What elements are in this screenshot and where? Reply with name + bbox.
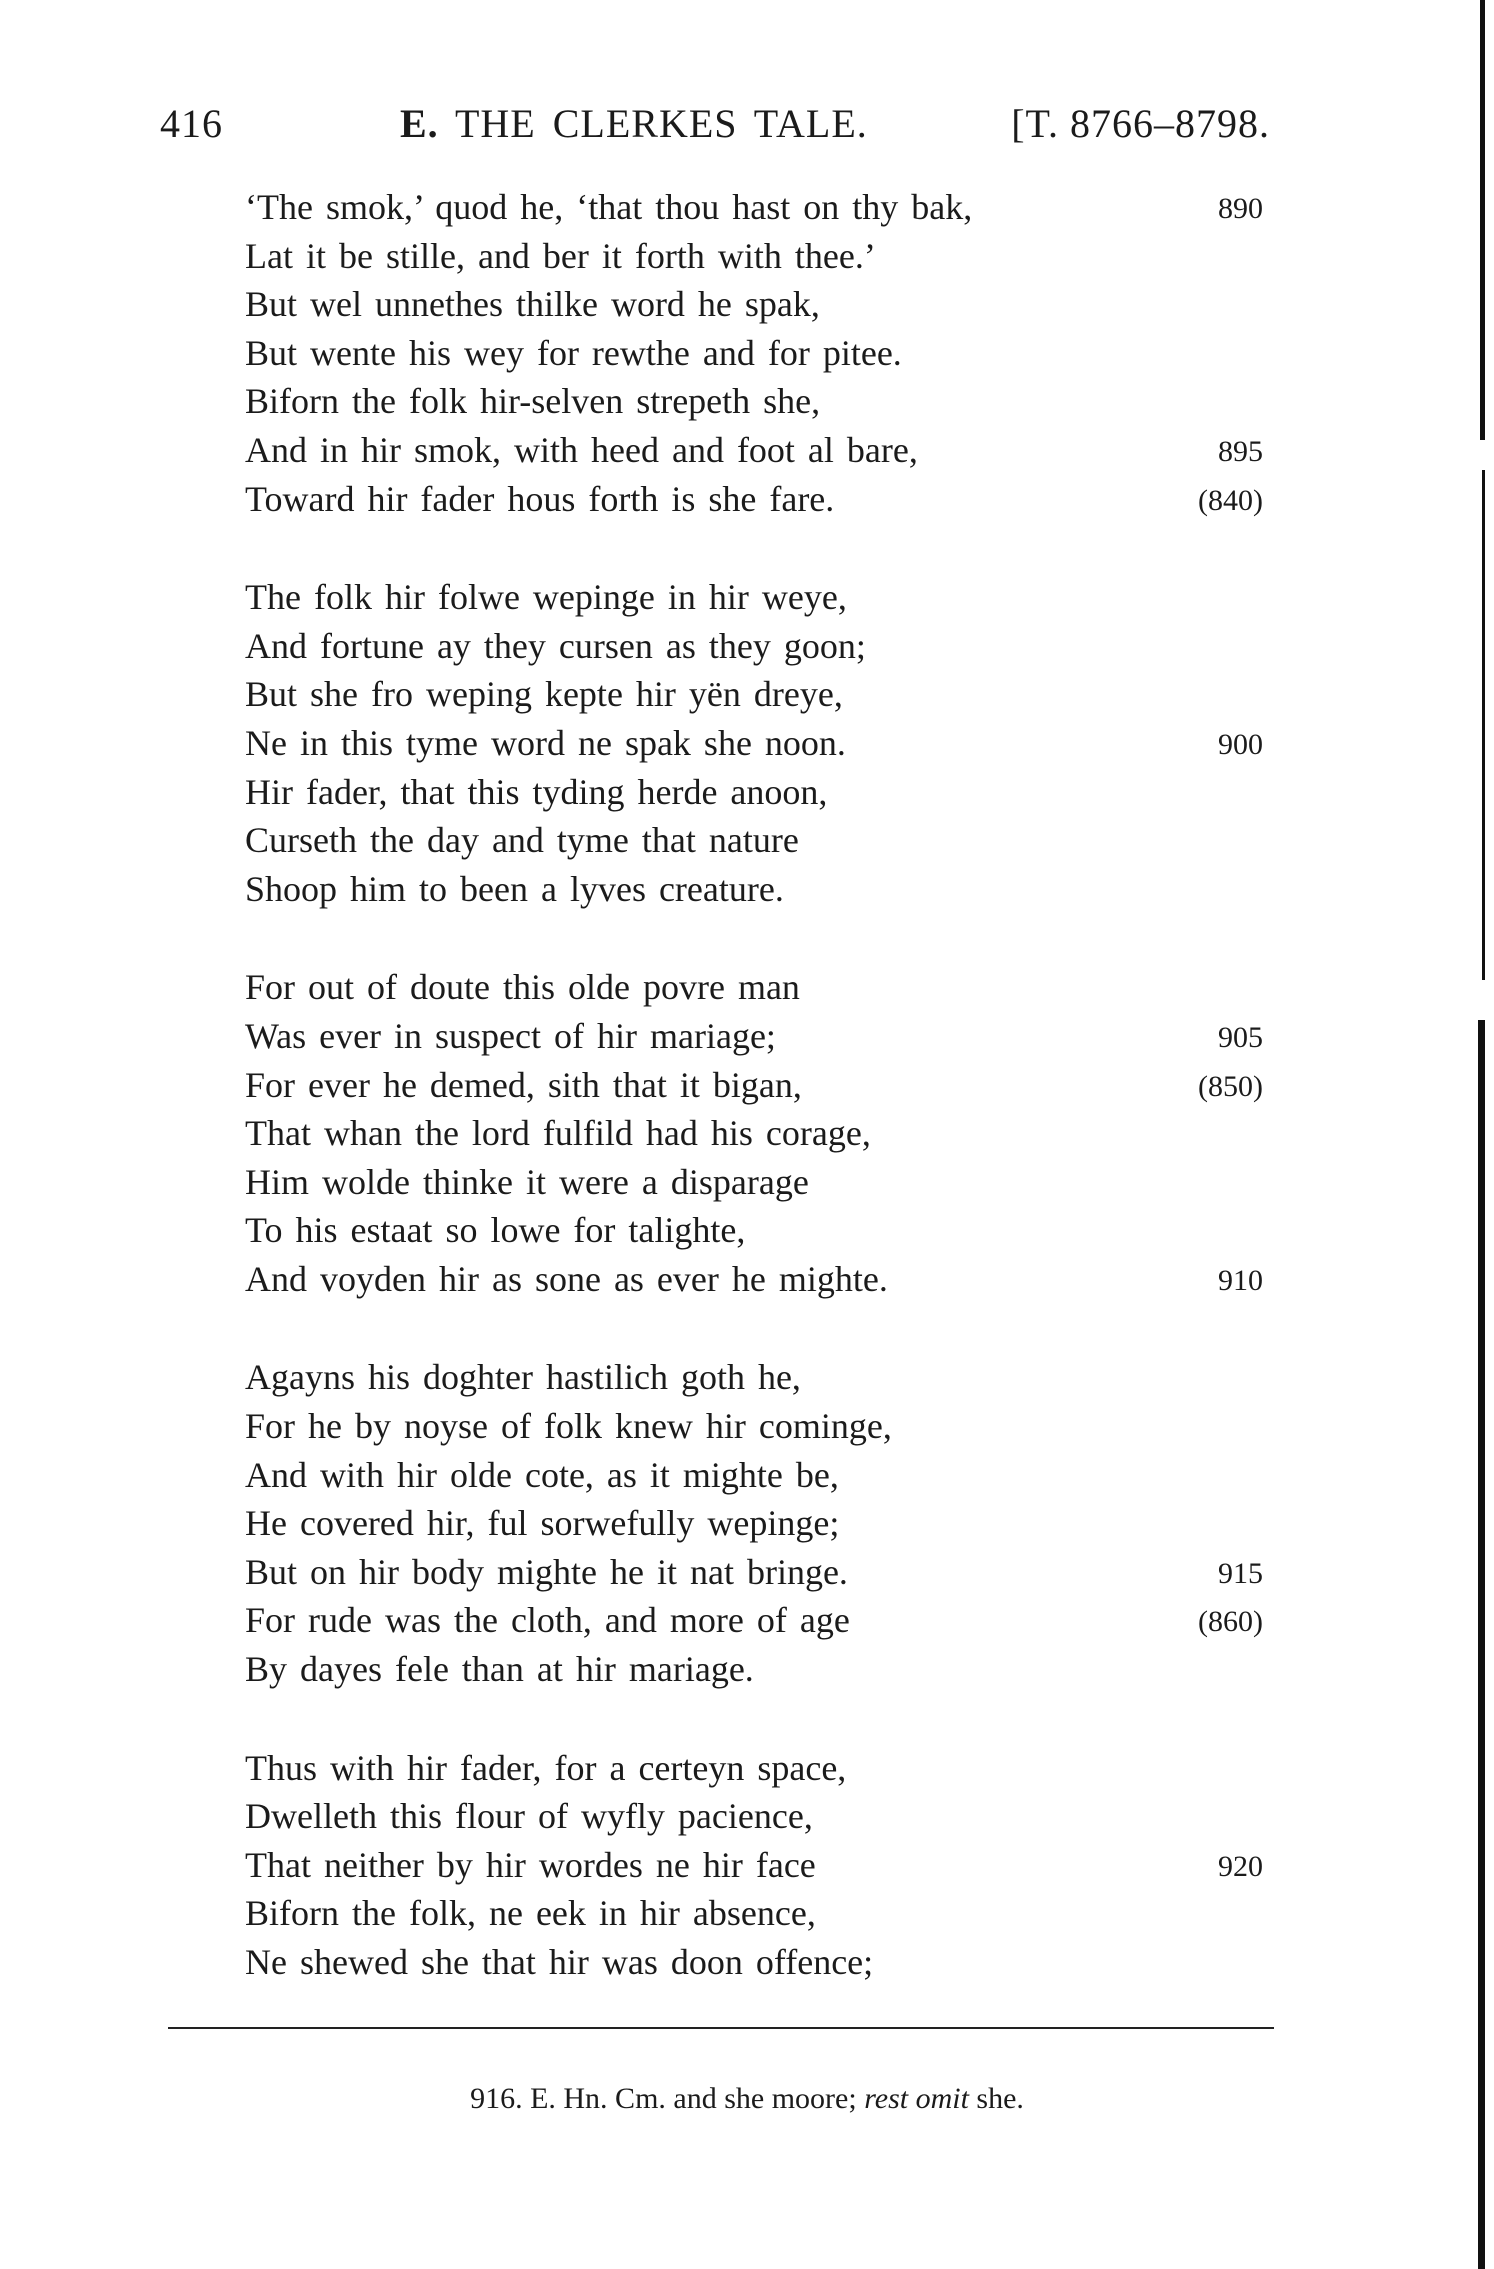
verse-line <box>245 1645 1275 1694</box>
verse-line <box>245 1596 1275 1645</box>
line-number: 900 <box>1218 727 1263 761</box>
verse-text: For rude was the cloth, and more of age <box>245 1600 850 1641</box>
verse-text: Dwelleth this flour of wyfly pacience, <box>245 1796 813 1837</box>
verse-line <box>245 232 1275 281</box>
verse-line <box>245 475 1275 524</box>
verse-line <box>245 816 1275 865</box>
footnote-italic: rest omit <box>864 2082 969 2115</box>
verse-text: Thus with hir fader, for a certeyn space, <box>245 1747 847 1788</box>
stanza <box>245 1744 1275 1987</box>
line-number: (850) <box>1198 1069 1263 1103</box>
verse-text: And voyden hir as sone as ever he mighte. <box>245 1258 888 1299</box>
verse-line <box>245 426 1275 475</box>
verse-text: He covered hir, ful sorwefully wepinge; <box>245 1503 840 1544</box>
verse-text: Shoop him to been a lyves creature. <box>245 868 784 909</box>
verse-line <box>245 377 1275 426</box>
verse-text: But wente his wey for rewthe and for pitee. <box>245 332 902 373</box>
verse-text: But wel unnethes thilke word he spak, <box>245 284 820 325</box>
poem-body <box>245 183 1275 2037</box>
section-letter: E. <box>400 101 439 146</box>
verse-line <box>245 329 1275 378</box>
line-number: 905 <box>1218 1020 1263 1054</box>
verse-text: Biforn the folk, ne eek in hir absence, <box>245 1893 816 1934</box>
verse-text: Hir fader, that this tyding herde anoon, <box>245 771 828 812</box>
verse-text: Ne shewed she that hir was doon offence; <box>245 1942 874 1982</box>
verse-line <box>245 1451 1275 1500</box>
verse-line <box>245 1109 1275 1158</box>
line-number: 910 <box>1218 1263 1263 1297</box>
verse-text: Lat it be stille, and ber it forth with thee.’ <box>245 235 876 276</box>
verse-text: That whan the lord fulfild had his corage, <box>245 1113 871 1154</box>
footnote-lead: 916. E. Hn. Cm. and she moore; <box>470 2082 857 2115</box>
line-range: [T. 8766–8798. <box>1011 101 1270 146</box>
verse-line <box>245 1938 1275 1987</box>
verse-line <box>245 865 1275 914</box>
footnote-rule <box>168 2027 1274 2029</box>
verse-text: The folk hir folwe wepinge in hir weye, <box>245 577 847 618</box>
verse-line <box>245 1841 1275 1890</box>
verse-line <box>245 670 1275 719</box>
verse-text: Biforn the folk hir-selven strepeth she, <box>245 381 821 422</box>
tale-title: THE CLERKES TALE. <box>454 101 868 146</box>
verse-line <box>245 1061 1275 1110</box>
line-number: (860) <box>1198 1605 1263 1639</box>
line-number: 920 <box>1218 1849 1263 1883</box>
stanza <box>245 963 1275 1303</box>
verse-text: By dayes fele than at hir mariage. <box>245 1649 754 1690</box>
verse-text: ‘The smok,’ quod he, ‘that thou hast on thy bak, <box>245 187 973 227</box>
verse-line <box>245 280 1275 329</box>
verse-text: Ne in this tyme word ne spak she noon. <box>245 722 846 763</box>
verse-line <box>245 1499 1275 1548</box>
verse-text: But on hir body mighte he it nat bringe. <box>245 1551 848 1592</box>
verse-text: And fortune ay they cursen as they goon; <box>245 625 866 666</box>
line-number: 895 <box>1218 434 1263 468</box>
verse-text: But she fro weping kepte hir yën dreye, <box>245 674 843 715</box>
verse-line <box>245 1889 1275 1938</box>
stanza <box>245 1353 1275 1693</box>
page-number: 416 <box>160 101 223 146</box>
verse-text: And in hir smok, with heed and foot al bare, <box>245 429 918 470</box>
line-number: (840) <box>1198 483 1263 517</box>
verse-line <box>245 1548 1275 1597</box>
verse-line <box>245 1353 1275 1402</box>
running-title <box>400 100 868 147</box>
line-number: 890 <box>1218 192 1263 225</box>
line-number: 915 <box>1218 1556 1263 1590</box>
verse-line <box>245 963 1275 1012</box>
page-edge-shadow <box>1480 0 1485 440</box>
stanza <box>245 183 1275 523</box>
verse-text: To his estaat so lowe for talighte, <box>245 1210 746 1251</box>
footnote <box>0 2082 1494 2116</box>
verse-text: For he by noyse of folk knew hir cominge, <box>245 1406 892 1447</box>
verse-line <box>245 1744 1275 1793</box>
running-header <box>160 100 1270 152</box>
verse-text: Toward hir fader hous forth is she fare. <box>245 478 835 519</box>
verse-text: For out of doute this olde povre man <box>245 967 800 1008</box>
stanza <box>245 573 1275 913</box>
verse-line <box>245 719 1275 768</box>
verse-line <box>245 1402 1275 1451</box>
verse-text: Was ever in suspect of hir mariage; <box>245 1015 776 1056</box>
verse-text: For ever he demed, sith that it bigan, <box>245 1064 802 1105</box>
verse-line <box>245 1012 1275 1061</box>
page-edge-shadow <box>1482 470 1485 980</box>
verse-text: That neither by hir wordes ne hir face <box>245 1844 816 1885</box>
verse-line <box>245 1792 1275 1841</box>
verse-line <box>245 1206 1275 1255</box>
verse-line <box>245 768 1275 817</box>
verse-text: Agayns his doghter hastilich goth he, <box>245 1357 801 1398</box>
verse-text: Curseth the day and tyme that nature <box>245 820 799 861</box>
verse-line <box>245 1255 1275 1304</box>
verse-line <box>245 573 1275 622</box>
verse-text: Him wolde thinke it were a disparage <box>245 1161 809 1202</box>
verse-line <box>245 1158 1275 1207</box>
footnote-tail: she. <box>976 2082 1024 2115</box>
verse-line <box>245 622 1275 671</box>
verse-line <box>245 183 1275 232</box>
verse-text: And with hir olde cote, as it mighte be, <box>245 1454 839 1495</box>
